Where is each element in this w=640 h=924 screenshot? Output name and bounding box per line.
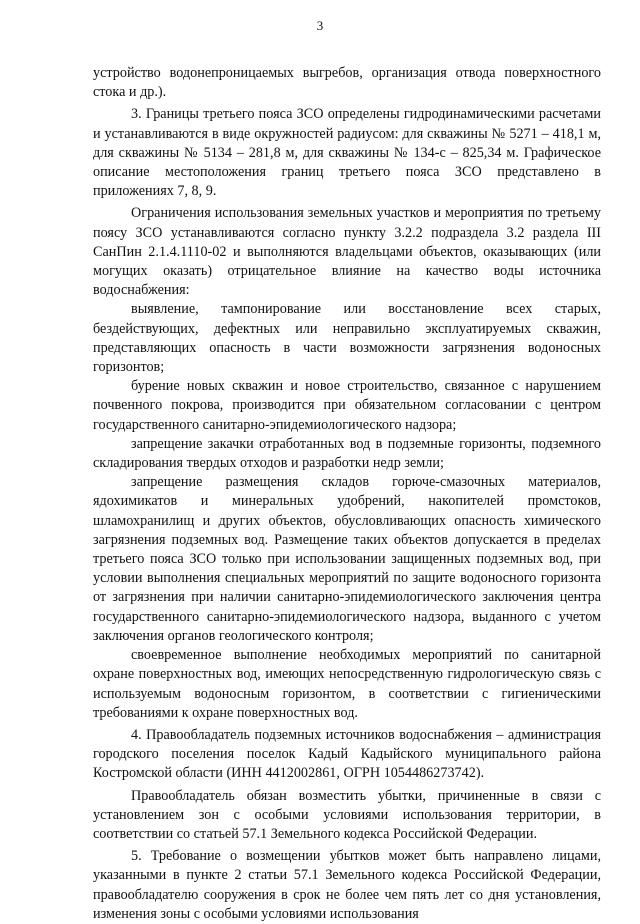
- paragraph-item-5-compensation-claim: 5. Требование о возмещении убытков может быть направлено лицами, указанными в пункте 2 статьи 57.1 Земельного кодекса Российской Федерации, правообладателю сооружения в срок не более чем пять лет со дня установления, изменения зоны с особыми условиями использования: [93, 848, 601, 922]
- paragraph-injection-ban: запрещение закачки отработанных вод в подземные горизонты, подземного складирования твердых отходов и разработки недр земли;: [93, 435, 601, 472]
- paragraph-continuation: устройство водонепроницаемых выгребов, организация отвода поверхностного стока и др.).: [93, 65, 601, 101]
- paragraph-compensation-obligation: Правообладатель обязан возместить убытки, причиненные в связи с установлением зон с особыми условиями использования территории, в соответствии со статьей 57.1 Земельного кодекса Российской Федерации.: [93, 787, 601, 842]
- paragraph-surface-water-protection: своевременное выполнение необходимых мероприятий по санитарной охране поверхностных вод, имеющих непосредственную гидрологическую связь с используемым водоносным горизонтом, в соответствии с гигиеническими требованиями к охране поверхностных вод.: [93, 647, 601, 721]
- paragraph-land-use-restrictions: Ограничения использования земельных участков и мероприятия по третьему поясу ЗСО устанавливаются согласно пункту 3.2.2 подраздела 3.2 раздела III СанПин 2.1.4.1110-02 и выполняются владельцами объектов, оказывающих (или могущих оказать) отрицательное влияние на качество воды источника водоснабжения:: [93, 205, 601, 299]
- paragraph-storage-ban: запрещение размещения складов горюче-смазочных материалов, ядохимикатов и минеральных удобрений, накопителей промстоков, шламохранилищ и других объектов, обусловливающих опасность химического загрязнения подземных вод. Размещение таких объектов допускается в пределах третьего пояса ЗСО только при использовании защищенных подземных вод, при условии выполнения специальных мероприятий по защите водоносного горизонта от загрязнения при наличии санитарно-эпидемиологического заключения центра государственного санитарно-эпидемиологического надзора, выданного с учетом заключения органов геологического контроля;: [93, 474, 601, 644]
- paragraph-wells-identification: выявление, тампонирование или восстановление всех старых, бездействующих, дефектных или неправильно эксплуатируемых скважин, представляющих опасность в части возможности загрязнения водоносных горизонтов;: [93, 301, 601, 376]
- paragraph-item-3-third-belt-boundaries: 3. Границы третьего пояса ЗСО определены гидродинамическими расчетами и устанавливаются в виде окружностей радиусом: для скважины № 5271 – 418,1 м, для скважины № 5134 – 281,8 м, для скважины № 134-с – 825,34 м. Графическое описание местоположения границ третьего пояса ЗСО представлено в приложениях 7, 8, 9.: [93, 106, 601, 200]
- paragraph-drilling-construction: бурение новых скважин и новое строительство, связанное с нарушением почвенного покрова, производится при обязательном согласовании с центром государственного санитарно-эпидемиологического надзора;: [93, 378, 601, 433]
- paragraph-item-4-rights-holder: 4. Правообладатель подземных источников водоснабжения – администрация городского поселения поселок Кадый Кадыйского муниципального района Костромской области (ИНН 4412002861, ОГРН 1054486273742).: [93, 726, 601, 782]
- page-number: 3: [316, 18, 324, 33]
- document-body: [93, 64, 601, 924]
